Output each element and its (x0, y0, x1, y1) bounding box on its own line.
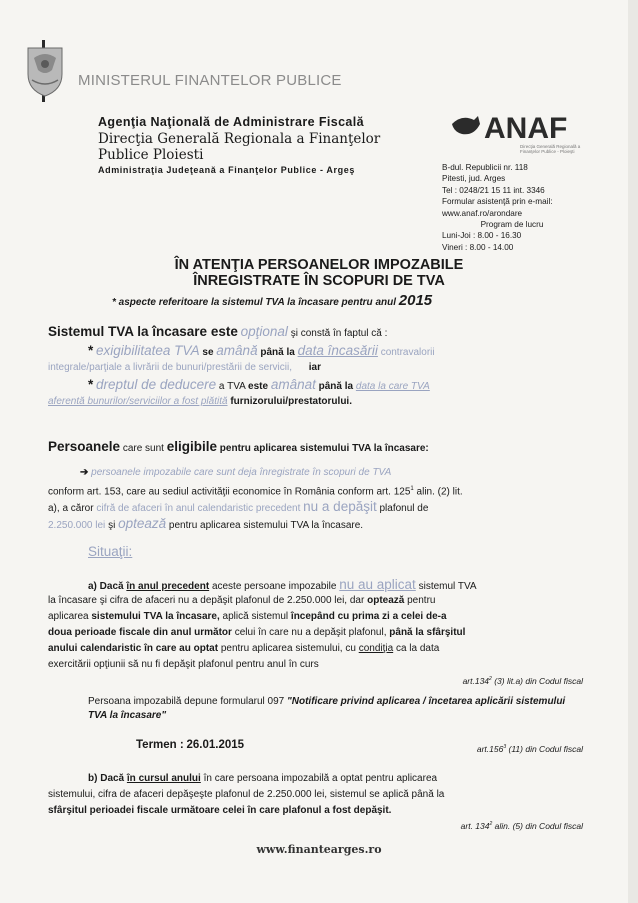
intro-line-5 (48, 395, 583, 409)
sit-b-1a: b) Dacă (88, 773, 125, 784)
form-line-1 (88, 695, 583, 722)
form-b: "Notificare privind aplicarea / încetarea aplicării sistemului TVA la încasare" (88, 696, 566, 721)
sit-a-1d: nu au aplicat (339, 577, 416, 592)
intro-data-la-care: data la care TVA (355, 381, 430, 392)
eligible-p4-a: 2.250.000 lei (48, 520, 106, 531)
eligible-heading (48, 440, 583, 456)
contact-link[interactable]: www.anaf.ro/arondare (442, 208, 523, 218)
eligible-p3-c: nu a depăşit (303, 499, 377, 514)
sit-b-ref-b: alin. (5) din Codul fiscal (494, 820, 583, 831)
eligible-p3-b: cifră de afaceri în anul calendaristic precedent (96, 503, 301, 514)
anaf-subtitle: Direcţia Generală Regională a Finanţelor Publice - Ploieşti (520, 144, 581, 154)
termen-reference (477, 741, 583, 756)
termen-ref-b: (11) din Codul fiscal (508, 743, 583, 754)
title-line-2: ÎNREGISTRATE ÎN SCOPURI DE TVA (193, 273, 445, 289)
anaf-logo-text: ANAF (484, 112, 568, 144)
administration-name: Administraţia Judeţeană a Finanţelor Publice - Argeş (98, 165, 355, 175)
sit-a-1b: în anul precedent (126, 581, 210, 592)
eligible-p1: persoanele impozabile care sunt deja înregistrate în scopuri de TVA (91, 467, 392, 478)
contact-email-label: Formular asistenţă prin e-mail: (442, 197, 553, 207)
eligible-line-4 (48, 517, 583, 533)
intro-c: şi constă în faptul că : (290, 328, 388, 339)
intro-optional: opţional (240, 324, 288, 339)
program-title: Program de lucru (480, 220, 544, 230)
eligible-line-2 (48, 483, 583, 499)
eligible-p2: conform art. 153, care au sediul activităţii economice în România conform art. 125 (48, 486, 411, 498)
sit-b-1c: în care persoana impozabilă a optat pentru aplicarea (203, 773, 438, 784)
eligible-p2-sup: 1 (410, 486, 414, 492)
sit-b-reference (48, 818, 583, 833)
eligible-d: pentru aplicarea sistemului TVA la încasare: (219, 443, 429, 454)
title-line-1: ÎN ATENŢIA PERSOANELOR IMPOZABILE (174, 257, 464, 273)
sit-b-ref: art. 134 (460, 820, 490, 831)
subtitle-text: * aspecte referitoare la sistemul TVA la încasare pentru anul (112, 297, 396, 308)
sit-a-line-3 (48, 610, 583, 624)
intro-data-incasarii: data încasării (297, 343, 378, 358)
sit-b-line-1 (88, 772, 583, 786)
sit-a-line-2 (48, 594, 583, 608)
sit-a-line-4 (48, 626, 583, 640)
program-mon-thu: Luni-Joi : 8.00 - 16.30 (442, 231, 522, 241)
termen-ref-sup: 3 (503, 744, 507, 750)
intro-line-3 (48, 361, 583, 375)
sit-a-line-6 (48, 658, 583, 672)
intro-contravalorii: contravalorii (380, 347, 435, 358)
eligible-a: Persoanele (48, 439, 121, 454)
sit-a-2: la încasare şi cifra de afaceri nu a depăşit plafonul de 2.250.000 lei, dar (48, 595, 365, 606)
eligible-p4-b: şi (108, 520, 116, 531)
sit-b-ref-sup: 2 (489, 821, 493, 827)
sit-b-3: sfârşitul perioadei fiscale următoare celei în care plafonul a fost depăşit. (48, 805, 392, 816)
sit-a-ref-sup: 2 (489, 676, 492, 682)
termen-label: Termen : (136, 739, 184, 751)
program-fri: Vineri : 8.00 - 14.00 (442, 242, 514, 252)
situatii-label-text: Situaţii: (88, 544, 133, 559)
intro-line-2 (88, 344, 583, 360)
sit-b-1b: în cursul anului (126, 773, 201, 784)
intro-iar: iar (308, 362, 322, 373)
anaf-logo (448, 110, 583, 144)
sit-a-5a: anului calendaristic în care au optat (48, 643, 219, 654)
sit-a-6: exercitării opţiunii să nu fi depăşit plafonul pentru anul în curs (48, 659, 319, 670)
bullet-star-2: * (88, 377, 94, 392)
sit-a-3a: aplicarea (48, 611, 89, 622)
subtitle-year: 2015 (398, 292, 433, 309)
intro-furnizorului: furnizorului/prestatorului. (230, 396, 352, 407)
sit-b-line-2 (48, 788, 583, 802)
eligible-line-3 (48, 500, 583, 516)
sit-a-5b: pentru aplicarea sistemului, cu (220, 643, 356, 654)
sit-a-ref: art.134 (462, 675, 490, 686)
intro-aferenta: aferentă bunurilor/serviciilor a fost plătită (48, 396, 228, 407)
ministry-name: MINISTERUL FINANTELOR PUBLICE (78, 72, 342, 89)
sit-a-line-1 (88, 578, 583, 594)
sit-a-3d: începând cu prima zi a celei de-a (290, 611, 447, 622)
sit-a-ref-b: (3) lit.a) din Codul fiscal (494, 675, 583, 686)
footer-website-link[interactable]: www.finantearges.ro (256, 843, 382, 856)
intro-line-4 (88, 378, 583, 394)
sit-a-line-5 (48, 642, 583, 656)
sit-a-reference (48, 673, 583, 688)
intro-este: este (248, 381, 269, 392)
eligible-p3-d: plafonul de (379, 503, 429, 514)
sit-a-4c: până la sfârşitul (389, 627, 466, 638)
sit-b-line-3 (48, 804, 583, 818)
intro-pana-la-2: până la (318, 381, 354, 392)
intro-amana: amână (216, 343, 258, 358)
intro-a: Sistemul TVA la încasare este (48, 324, 238, 339)
sit-a-3c: aplică sistemul (222, 611, 289, 622)
eligible-b: care sunt (122, 443, 164, 454)
bullet-star: * (88, 343, 94, 358)
intro-se: se (202, 347, 214, 358)
directorate-name: Direcţia Generală Regionala a Finanţelor Publice Ploiesti (98, 131, 381, 163)
eligible-p4-d: pentru aplicarea sistemului TVA la încasare. (168, 520, 364, 531)
sit-a-2b: optează (367, 595, 405, 606)
intro-line-1 (48, 325, 583, 341)
sit-a-4b: celui în care nu a depăşit plafonul, (234, 627, 387, 638)
eligible-p3-a: a), a căror (48, 503, 94, 514)
sit-a-5d: ca la data (395, 643, 440, 654)
intro-amanat: amânat (270, 377, 316, 392)
intro-pana-la: până la (260, 347, 295, 358)
agency-name: Agenţia Naţională de Administrare Fiscală (98, 115, 365, 129)
contact-address: B-dul. Republicii nr. 118 (442, 163, 528, 172)
contact-city: Pitesti, jud. Arges (442, 174, 506, 184)
sit-a-4a: doua perioade fiscale din anul următor (48, 627, 232, 638)
eligible-c: eligibile (166, 439, 218, 454)
intro-exigibilitate: exigibilitatea TVA (96, 343, 200, 358)
termen-line (136, 739, 583, 753)
intro-drept-deducere: dreptul de deducere (96, 377, 217, 392)
romania-coat-of-arms-icon (20, 40, 70, 102)
termen-ref: art.156 (476, 743, 504, 754)
eligible-p4-c: optează (118, 516, 167, 531)
contact-block (442, 162, 582, 253)
eligible-p2-b: alin. (2) lit. (416, 486, 463, 498)
sit-a-1e: sistemul TVA (418, 581, 477, 592)
form-a: Persoana impozabilă depune formularul 097 (88, 696, 285, 707)
situatii-label (88, 545, 623, 561)
sit-a-5c: condiţia (358, 643, 394, 654)
sit-a-3b: sistemului TVA la încasare, (91, 611, 220, 622)
sit-a-1c: aceste persoane impozabile (211, 581, 337, 592)
eligible-line-1 (80, 466, 583, 480)
sit-a-1a: a) Dacă (88, 581, 124, 592)
page-edge (628, 0, 638, 903)
subtitle (112, 292, 432, 309)
arrow-right-icon: ➔ (80, 467, 89, 478)
termen-date: 26.01.2015 (186, 739, 245, 751)
sit-a-2c: pentru (407, 595, 436, 606)
intro-integrale: integrale/parţiale a livrării de bunuri/prestării de servicii, (48, 362, 292, 373)
contact-phone: Tel : 0248/21 15 11 int. 3346 (442, 185, 545, 195)
intro-a-tva: a TVA (218, 381, 246, 392)
sit-b-2: sistemului, cifra de afaceri depăşeşte plafonul de 2.250.000 lei, sistemul se aplică până la (48, 789, 445, 800)
